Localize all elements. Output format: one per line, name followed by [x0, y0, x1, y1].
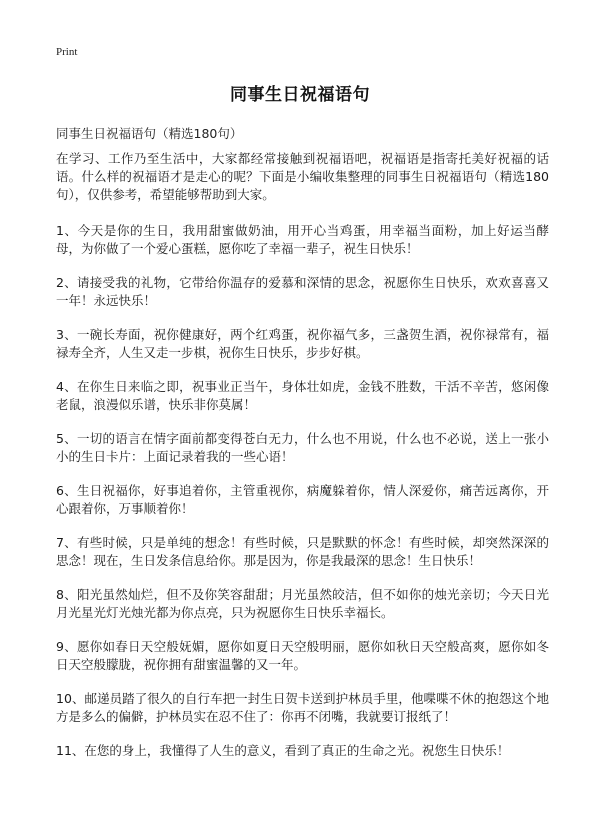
list-item: 7、有些时候，只是单纯的想念！有些时候，只是默默的怀念！有些时候，却突然深深的思念！现在，生日发条信息给你。那是因为，你是我最深的思念！生日快乐！ — [56, 535, 549, 568]
article-body — [56, 150, 549, 776]
page-subtitle: 同事生日祝福语句（精选180句） — [56, 126, 243, 141]
list-item: 11、在您的身上，我懂得了人生的意义，看到了真正的生命之光。祝您生日快乐！ — [56, 743, 510, 758]
list-item: 2、请接受我的礼物，它带给你温存的爱慕和深情的思念，祝愿你生日快乐，欢欢喜喜又一年！永远快乐！ — [56, 275, 549, 308]
list-item: 3、一碗长寿面，祝你健康好，两个红鸡蛋，祝你福气多，三盏贺生酒，祝你禄常有，福禄寿全齐，人生又走一步棋，祝你生日快乐，步步好棋。 — [56, 327, 549, 360]
list-item: 6、生日祝福你，好事追着你，主管重视你，病魔躲着你，情人深爱你，痛苦远离你，开心跟着你，万事顺着你！ — [56, 483, 549, 516]
list-item: 5、一切的语言在情字面前都变得苍白无力，什么也不用说，什么也不必说，送上一张小小的生日卡片：上面记录着我的一些心语！ — [56, 431, 549, 464]
list-item: 8、阳光虽然灿烂，但不及你笑容甜甜；月光虽然皎洁，但不如你的烛光亲切；今天日光月光星光灯光烛光都为你点亮，只为祝愿你生日快乐幸福长。 — [56, 587, 549, 620]
intro-paragraph: 在学习、工作乃至生活中，大家都经常接触到祝福语吧，祝福语是指寄托美好祝福的话语。什么样的祝福语才是走心的呢？下面是小编收集整理的同事生日祝福语句（精选180句），仅供参考，希望能够帮助到大家。 — [56, 151, 549, 202]
list-item: 1、今天是你的生日，我用甜蜜做奶油，用开心当鸡蛋，用幸福当面粉，加上好运当酵母，为你做了一个爱心蛋糕，愿你吃了幸福一辈子，祝生日快乐！ — [56, 223, 549, 256]
page-title: 同事生日祝福语句 — [230, 85, 370, 105]
print-link[interactable]: Print — [56, 46, 78, 58]
list-item: 4、在你生日来临之即，祝事业正当午，身体壮如虎，金钱不胜数，干活不辛苦，悠闲像老鼠，浪漫似乐谱，快乐非你莫属！ — [56, 379, 549, 412]
list-item: 9、愿你如春日天空般妩媚，愿你如夏日天空般明丽，愿你如秋日天空般高爽，愿你如冬日天空般朦胧，祝你拥有甜蜜温馨的又一年。 — [56, 639, 549, 672]
list-item: 10、邮递员踏了很久的自行车把一封生日贺卡送到护林员手里，他喋喋不休的抱怨这个地方是多么的偏僻，护林员实在忍不住了：你再不闭嘴，我就要订报纸了！ — [56, 691, 549, 724]
